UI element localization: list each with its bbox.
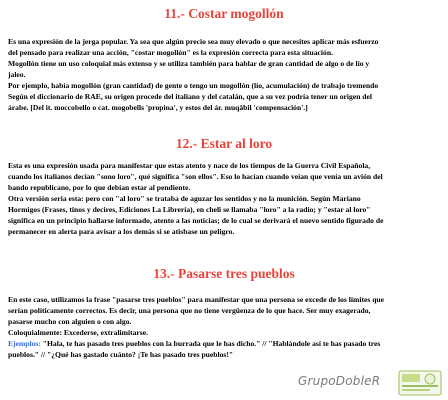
text-line: Hormigos (Frases, tinos y decires, Ediciones La Librería), en cheli se llamaba "loro" a la radio; y "estar al loro" xyxy=(8,205,371,214)
section-body xyxy=(8,294,442,360)
text-line: jaleo. xyxy=(8,70,26,79)
text-line: Mogollón tiene un uso coloquial más extenso y se utiliza también para hablar de gran cantidad de algo o de lío y xyxy=(8,59,370,68)
section-heading: 11.- Costar mogollón xyxy=(164,6,284,21)
section-body xyxy=(8,160,442,237)
text-line: pueblos." // "¿Qué has gastado cuánto? ¡Te has pasado tres pueblos!" xyxy=(8,350,234,359)
text-line: permanecer en alerta para avisar a los demás si se atisbase un peligro. xyxy=(8,227,235,236)
text-line: Según el diccionario de RAE, su origen procede del italiano y del catalán, que a su vez podría tener un origen del xyxy=(8,92,373,101)
example-text: "Hala, te has pasado tres pueblos con la burrada que le has dicho." // "Hablándole así te has pasado tres xyxy=(40,339,381,348)
text-line: significa en un principio hallarse informado, atento a las noticias; de lo cual se derivará el nuevo sentido figurado de xyxy=(8,216,384,225)
text-line: Esta es una expresión usada para manifestar que estas atento y nace de los tiempos de la Guerra Civil Española, xyxy=(8,161,371,170)
section-heading: 13.- Pasarse tres pueblos xyxy=(153,266,295,281)
brand-footer xyxy=(298,370,444,398)
brand-logo-icon xyxy=(398,370,442,396)
text-line: bando republicano, por lo que debían estar al pendiente. xyxy=(8,183,191,192)
section-heading: 12.- Estar al loro xyxy=(175,136,273,151)
text-line: del pensado para realizar una acción, "costar mogollón" es la expresión correcta para esta situación. xyxy=(8,48,333,57)
text-line: Otra versión seria esta: pero con "al loro" se trataba de aguzar los sentidos y no la munición. Según Mariano xyxy=(8,194,361,203)
text-line: cuando los italianos decían "sono loro", qué significa "son ellos". Eso lo hacían cuando veían que venía un avión del xyxy=(8,172,383,181)
text-line: serían políticamente correctos. Es decir, una persona que no tiene vergüenza de lo que hace. Ser muy exagerado, xyxy=(8,306,371,315)
text-line: Es una expresión de la jerga popular. Ya sea que algún precio sea muy elevado o que necesites aplicar más esfuerzo xyxy=(8,37,379,46)
examples-label: Ejemplos: xyxy=(8,339,41,348)
section-body xyxy=(8,36,442,113)
text-line: árabe. [Del it. moccobello o cat. mogobells 'propina', y estos del ár. muqābil 'compensación'.] xyxy=(8,103,308,112)
text-line: Por ejemplo, había mogollón (gran cantidad) de gente o tengo un mogollón (lío, acumulación) de trabajo tremendo xyxy=(8,81,379,90)
text-line: pasarse mucho con alguien o con algo. xyxy=(8,317,132,326)
examples-line xyxy=(8,338,442,349)
brand-name: GrupoDobleR xyxy=(298,374,381,388)
text-line: En este caso, utilizamos la frase "pasarse tres pueblos" para manifestar que una persona se excede de los límites que xyxy=(8,295,385,304)
text-line: Coloquialmente: Excederse, extralimitarse. xyxy=(8,328,149,337)
